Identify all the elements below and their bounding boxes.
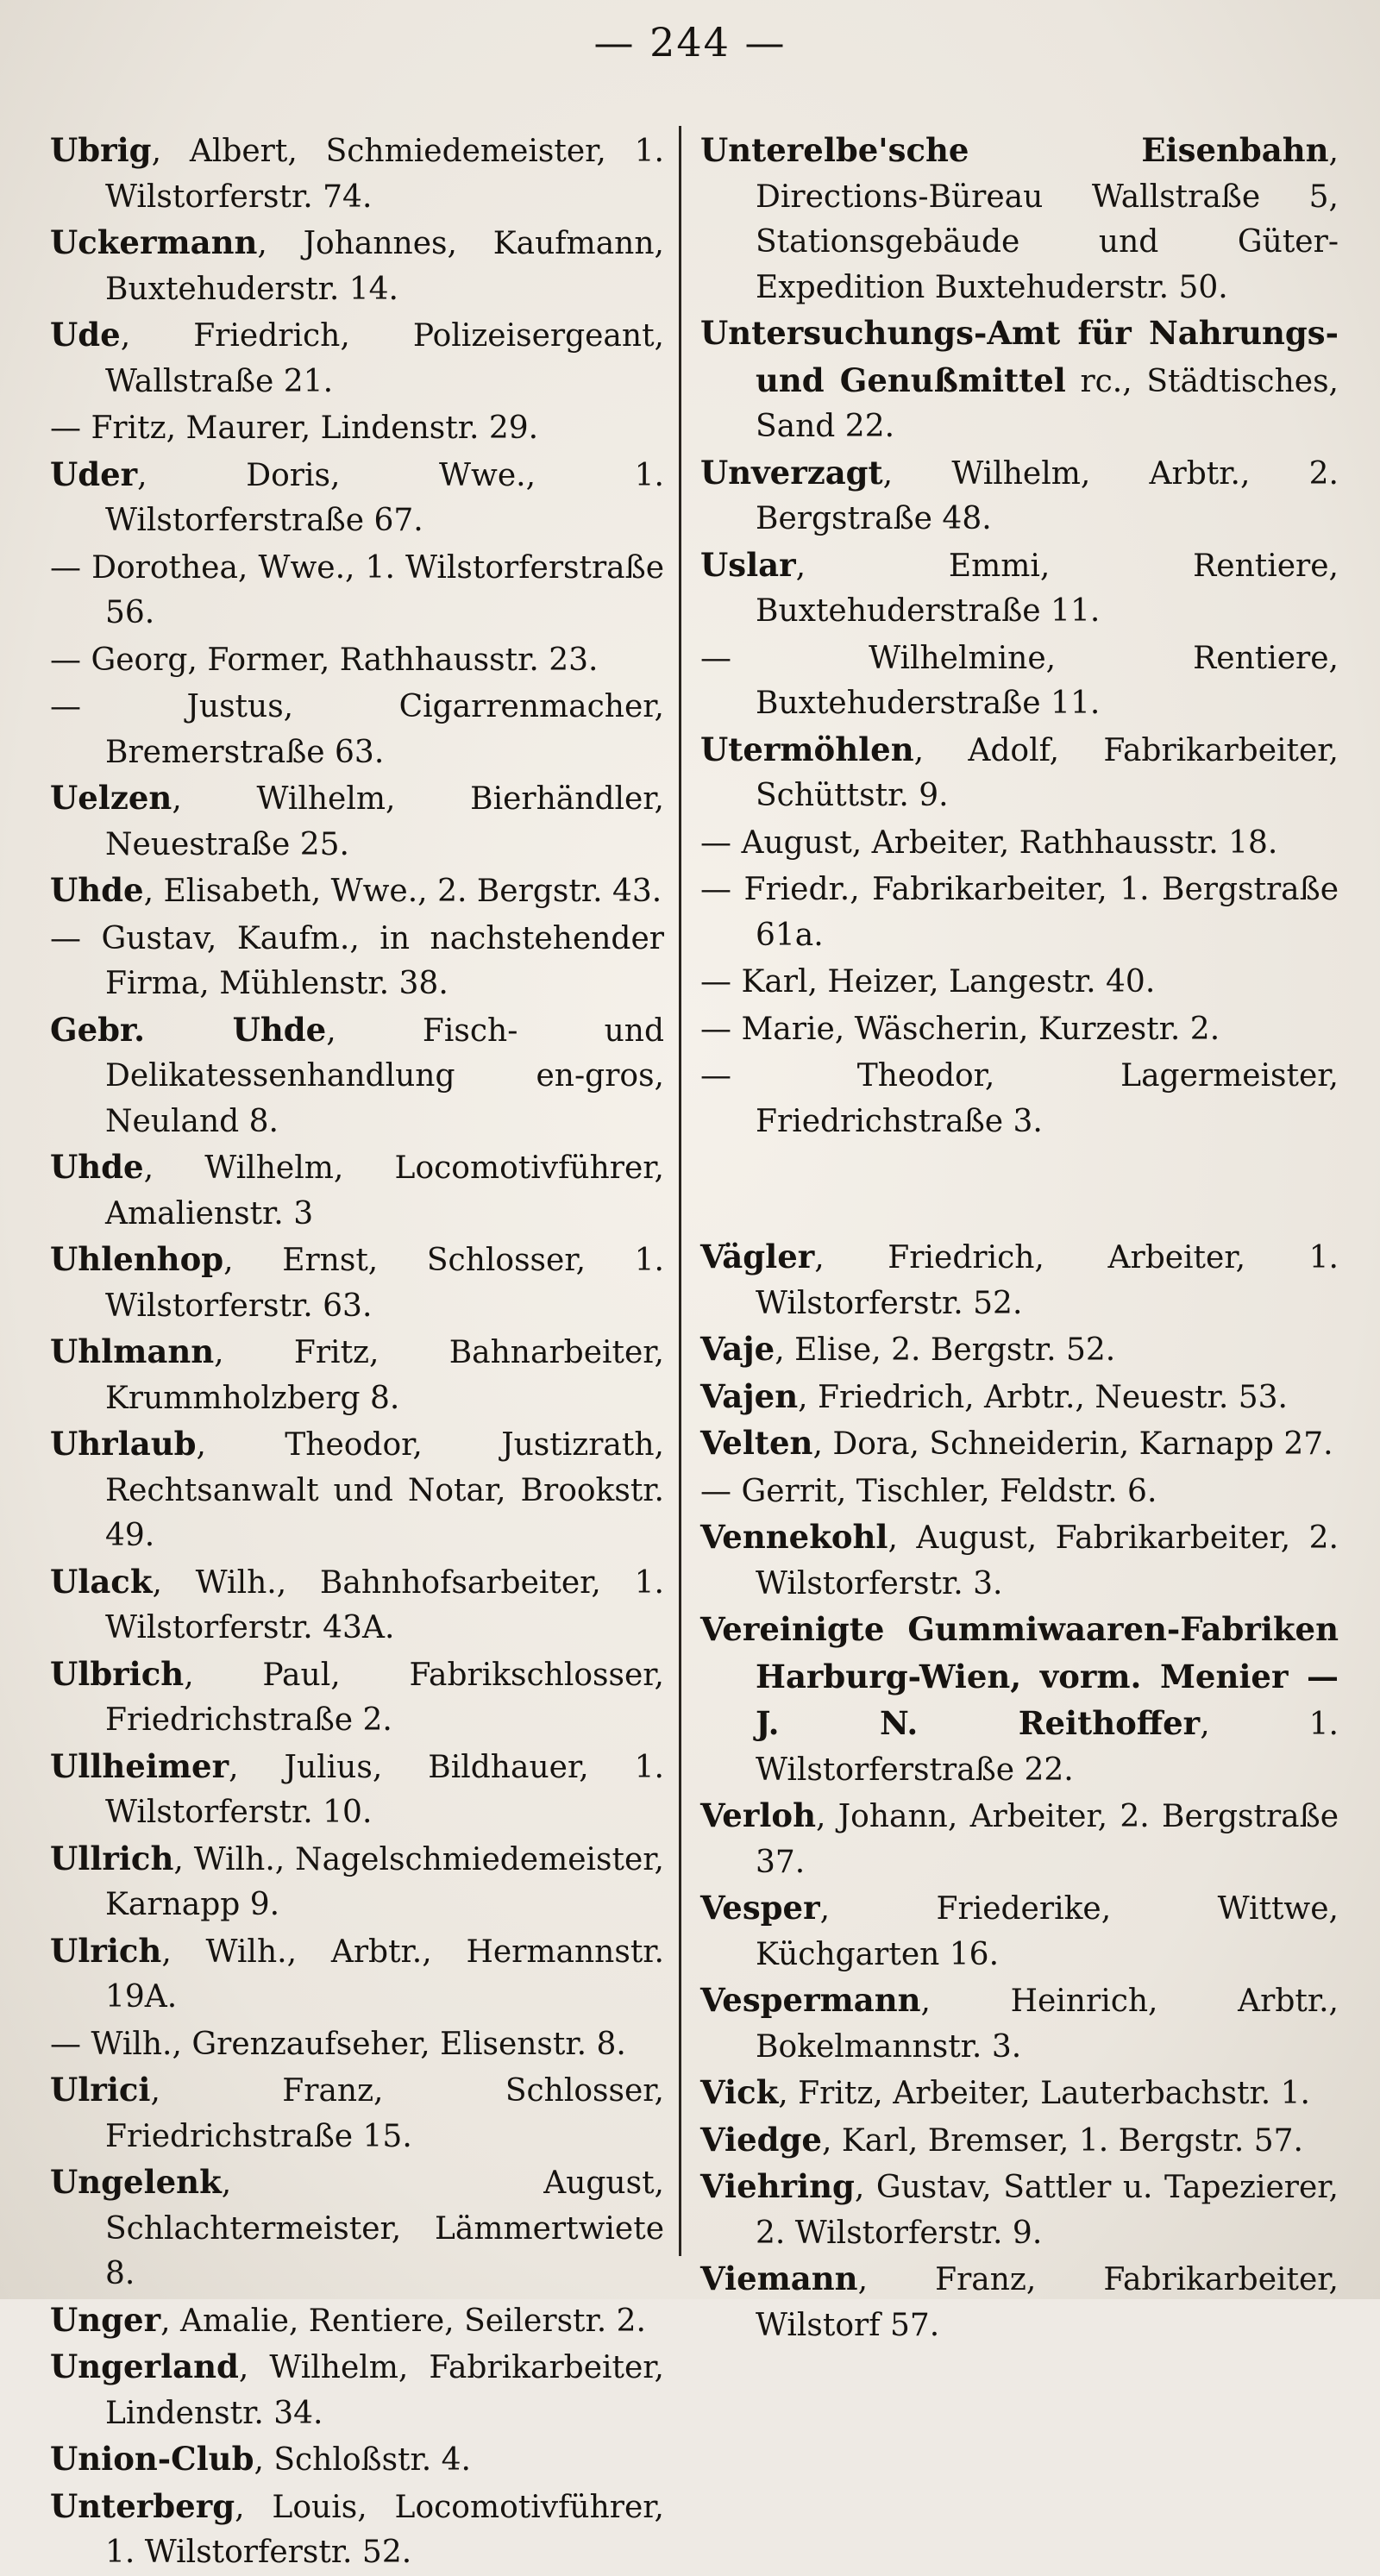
directory-entry (50, 1559, 664, 1652)
directory-entry (700, 542, 1339, 635)
entry-name: Vesper (700, 1889, 820, 1927)
entry-text: , Wilhelm, Arbtr., 2. Bergstraße 48. (756, 455, 1339, 536)
entry-text: , Karl, Bremser, 1. Bergstr. 57. (821, 2122, 1303, 2159)
entry-text: , Heinrich, Arbtr., Bokelmannstr. 3. (756, 1984, 1339, 2065)
entry-name: Vick (700, 2073, 779, 2111)
entry-name: Ullheimer (50, 1746, 229, 1785)
directory-entry (50, 128, 664, 220)
directory-entry (50, 2344, 664, 2436)
entry-text: — Theodor, Lagermeister, Friedrichstraße 3. (700, 1058, 1339, 1139)
entry-name: Uhlmann (50, 1332, 215, 1370)
entry-name: Vereinigte Gummiwaaren-Fabriken Harburg-Wien, vorm. Menier — J. N. Reithoffer (700, 1610, 1339, 1742)
directory-entry (700, 1420, 1339, 1468)
entry-text: — Wilhelmine, Rentiere, Buxtehuderstraße 11. (700, 640, 1339, 721)
entry-name: Ungerland (50, 2347, 239, 2385)
directory-entry (700, 1468, 1339, 1515)
entry-text: , Fisch- und Delikatessenhandlung en-gros, Neuland 8. (105, 1012, 665, 1139)
entry-text: , Louis, Locomotivführer, 1. Wilstorferstr. 52. (105, 2489, 664, 2570)
directory-entry (700, 2070, 1339, 2117)
entry-name: Utermöhlen (700, 730, 914, 768)
directory-entry (50, 1237, 664, 1329)
entry-name: Ulrici (50, 2071, 151, 2109)
entry-text: , Ernst, Schlosser, 1. Wilstorferstr. 63. (105, 1243, 664, 1324)
page-number: — 244 — (593, 19, 787, 66)
entry-name: Ulack (50, 1562, 153, 1601)
entry-name: Unger (50, 2300, 161, 2339)
entry-name: Unterberg (50, 2486, 235, 2525)
directory-entry (700, 866, 1339, 958)
entry-text: , Wilh., Nagelschmiedemeister, Karnapp 9. (105, 1841, 664, 1922)
entry-name: Vajen (700, 1376, 799, 1415)
directory-entry (700, 1374, 1339, 1421)
entry-text: — Karl, Heizer, Langestr. 40. (700, 964, 1156, 1000)
entry-text: , Directions-Büreau Wallstraße 5, Stationsgebäude und Güter-Expedition Buxtehuderstr. 50. (756, 134, 1339, 305)
entry-text: , Dora, Schneiderin, Karnapp 27. (812, 1426, 1333, 1462)
entry-text: , Johann, Arbeiter, 2. Bergstraße 37. (756, 1799, 1339, 1880)
directory-entry (700, 2256, 1339, 2348)
entry-text: , Theodor, Justizrath, Rechtsanwalt und Notar, Brookstr. 49. (105, 1427, 664, 1553)
directory-entry (700, 1326, 1339, 1374)
entry-name: Vennekohl (700, 1518, 888, 1556)
entry-text: , Elisabeth, Wwe., 2. Bergstr. 43. (143, 874, 662, 909)
directory-entry (700, 2117, 1339, 2165)
entry-name: Ulrich (50, 1931, 162, 1970)
entry-text: , 1. Wilstorferstraße 22. (756, 1707, 1339, 1788)
entry-name: Verloh (700, 1796, 816, 1834)
directory-entry (700, 450, 1339, 542)
entry-name: Uhde (50, 1148, 144, 1186)
entry-text: , Wilhelm, Fabrikarbeiter, Lindenstr. 34. (105, 2350, 664, 2431)
entry-text: , Julius, Bildhauer, 1. Wilstorferstr. 10. (105, 1749, 664, 1830)
column-divider (679, 126, 681, 2256)
directory-entry (50, 1836, 664, 1928)
directory-entry (50, 312, 664, 404)
entry-name: Velten (700, 1424, 813, 1462)
directory-entry (50, 2067, 664, 2159)
entry-text: — Dorothea, Wwe., 1. Wilstorferstraße 56. (50, 549, 664, 630)
directory-entry (700, 635, 1339, 727)
entry-text: , Fritz, Bahnarbeiter, Krummholzberg 8. (105, 1335, 664, 1416)
entry-name: Viemann (700, 2259, 858, 2297)
entry-name: Gebr. Uhde (50, 1010, 327, 1049)
directory-entry (50, 775, 664, 868)
directory-entry (50, 2021, 664, 2068)
entry-name: Uhlenhop (50, 1240, 224, 1278)
left-column (50, 128, 664, 2576)
entry-name: Ullrich (50, 1839, 174, 1877)
entry-name: Union-Club (50, 2440, 254, 2478)
entry-text: , Fritz, Arbeiter, Lauterbachstr. 1. (778, 2076, 1310, 2111)
directory-entry (700, 1607, 1339, 1793)
entry-text: , Wilh., Arbtr., Hermannstr. 19A. (105, 1934, 664, 2015)
entry-name: Uslar (700, 545, 796, 584)
entry-text: , Amalie, Rentiere, Seilerstr. 2. (160, 2303, 646, 2339)
directory-entry (50, 1329, 664, 1421)
entry-text: , Elise, 2. Bergstr. 52. (775, 1332, 1116, 1368)
entry-text: , Johannes, Kaufmann, Buxtehuderstr. 14. (105, 226, 664, 307)
directory-entry (50, 2436, 664, 2484)
entry-name: Vaje (700, 1330, 775, 1368)
entry-text: — Justus, Cigarrenmacher, Bremerstraße 63. (50, 689, 664, 770)
directory-entry (700, 727, 1339, 819)
section-gap (700, 1144, 1339, 1189)
entry-text: , Friedrich, Arbtr., Neuestr. 53. (798, 1379, 1288, 1415)
entry-name: Unterelbe'sche Eisenbahn (700, 131, 1329, 169)
entry-text: — Wilh., Grenzaufseher, Elisenstr. 8. (50, 2026, 626, 2062)
directory-entry (700, 1234, 1339, 1326)
directory-entry (50, 683, 664, 775)
entry-text: , Franz, Schlosser, Friedrichstraße 15. (105, 2073, 664, 2154)
directory-entry (50, 220, 664, 312)
entry-text: , Gustav, Sattler u. Tapezierer, 2. Wilstorferstr. 9. (756, 2170, 1339, 2251)
directory-entry (700, 1977, 1339, 2070)
entry-name: Uhrlaub (50, 1425, 197, 1463)
entry-name: Uelzen (50, 779, 172, 817)
entry-text: , Franz, Fabrikarbeiter, Wilstorf 57. (756, 2262, 1339, 2343)
directory-entry (50, 1652, 664, 1744)
entry-text: , Wilhelm, Bierhändler, Neuestraße 25. (105, 781, 664, 862)
entry-name: Viedge (700, 2120, 822, 2159)
directory-entry (700, 1514, 1339, 1607)
entry-text: — Friedr., Fabrikarbeiter, 1. Bergstraße 61a. (700, 872, 1339, 953)
directory-entry (50, 2159, 664, 2297)
directory-entry (50, 544, 664, 636)
directory-entry (700, 958, 1339, 1006)
entry-text: rc., Städtisches, Sand 22. (756, 363, 1339, 444)
entry-text: , Friederike, Wittwe, Küchgarten 16. (756, 1891, 1339, 1972)
entry-text: — Gustav, Kaufm., in nachstehender Firma, Mühlenstr. 38. (50, 920, 664, 1001)
directory-entry (50, 1144, 664, 1237)
directory-entry (700, 310, 1339, 450)
entry-name: Uder (50, 454, 138, 493)
directory-entry (700, 1885, 1339, 1977)
entry-name: Untersuchungs-Amt für Nahrungs- und Genußmittel (700, 314, 1339, 399)
entry-name: Vägler (700, 1238, 815, 1275)
directory-entry (50, 2297, 664, 2345)
directory-entry (50, 915, 664, 1007)
directory-entry (50, 2484, 664, 2576)
entry-text: , August, Schlachtermeister, Lämmertwiete 8. (105, 2165, 664, 2291)
entry-name: Ungelenk (50, 2163, 222, 2201)
entry-name: Ubrig (50, 131, 152, 169)
entry-text: — Fritz, Maurer, Lindenstr. 29. (50, 411, 539, 446)
right-column (700, 128, 1339, 2348)
entry-name: Ude (50, 316, 121, 354)
directory-entry (50, 1007, 664, 1145)
entry-name: Uckermann (50, 223, 258, 261)
entry-text: , August, Fabrikarbeiter, 2. Wilstorferstr. 3. (756, 1520, 1339, 1601)
entry-text: , Friedrich, Arbeiter, 1. Wilstorferstr. 52. (756, 1240, 1339, 1321)
directory-entry (700, 2164, 1339, 2256)
directory-entry (50, 404, 664, 452)
directory-entry (700, 1006, 1339, 1053)
directory-entry (700, 819, 1339, 867)
directory-entry (50, 868, 664, 915)
entry-text: — Marie, Wäscherin, Kurzestr. 2. (700, 1011, 1220, 1047)
directory-entry (50, 1744, 664, 1836)
directory-entry (700, 128, 1339, 310)
entry-text: — Georg, Former, Rathhausstr. 23. (50, 642, 599, 678)
section-gap (700, 1189, 1339, 1234)
directory-entry (50, 636, 664, 684)
entry-text: , Schloßstr. 4. (254, 2442, 471, 2478)
entry-text: , Adolf, Fabrikarbeiter, Schüttstr. 9. (756, 732, 1339, 813)
directory-entry (50, 1928, 664, 2021)
entry-text: , Wilh., Bahnhofsarbeiter, 1. Wilstorferstr. 43A. (105, 1564, 664, 1645)
entry-text: , Wilhelm, Locomotivführer, Amalienstr. 3 (105, 1150, 664, 1232)
directory-entry (50, 1421, 664, 1559)
entry-text: , Albert, Schmiedemeister, 1. Wilstorferstr. 74. (105, 134, 664, 215)
entry-name: Uhde (50, 871, 144, 909)
entry-text: — Gerrit, Tischler, Feldstr. 6. (700, 1473, 1157, 1509)
entry-name: Vespermann (700, 1981, 921, 2019)
entry-name: Unverzagt (700, 453, 883, 492)
directory-entry (50, 452, 664, 544)
entry-name: Ulbrich (50, 1654, 185, 1693)
entry-text: , Emmi, Rentiere, Buxtehuderstraße 11. (756, 548, 1339, 629)
entry-name: Viehring (700, 2167, 855, 2205)
entry-text: , Friedrich, Polizeisergeant, Wallstraße 21. (105, 318, 664, 399)
directory-entry (700, 1052, 1339, 1144)
entry-text: , Paul, Fabrikschlosser, Friedrichstraße 2. (105, 1657, 664, 1738)
entry-text: , Doris, Wwe., 1. Wilstorferstraße 67. (105, 457, 664, 538)
directory-entry (700, 1793, 1339, 1885)
entry-text: — August, Arbeiter, Rathhausstr. 18. (700, 824, 1278, 861)
